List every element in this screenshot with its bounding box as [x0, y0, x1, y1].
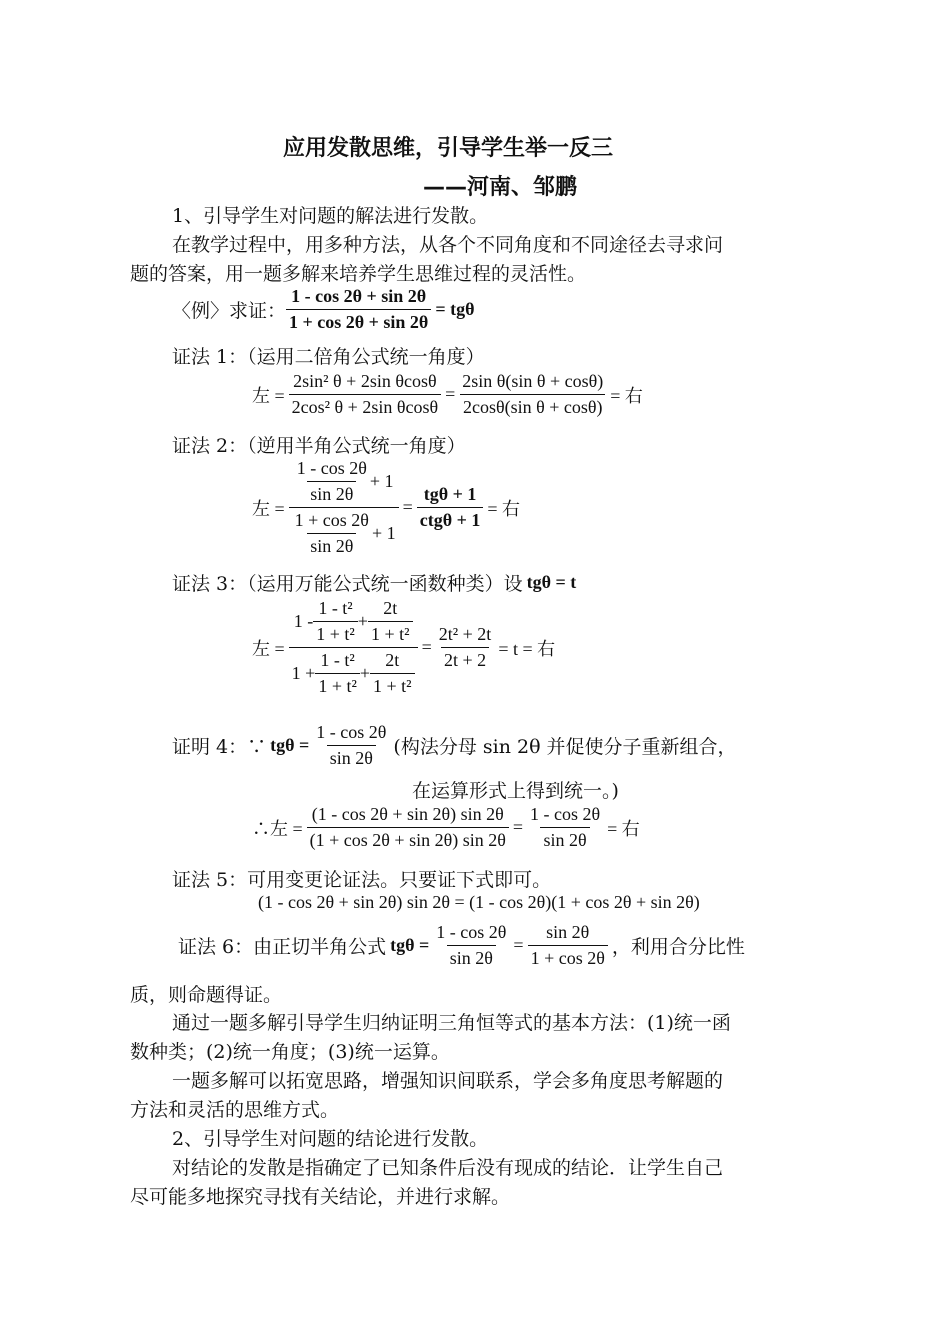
fraction [417, 484, 484, 531]
rhs-label: = t = 右 [498, 638, 556, 659]
method-2-equation: 左 = $\frac{1 - \cos 2\theta}{\sin 2\theta}$ + 1 $\frac{1 + \cos 2\theta}{\sin 2\theta}$ + 1 = $\frac{\text{tgθ + 1}}{\text{ctgθ + 1}}$ = 右 [252, 458, 521, 556]
compound-denominator [289, 507, 399, 557]
inner-fraction [294, 458, 370, 505]
section-heading-1: 1、引导学生对问题的解法进行发散。 [172, 205, 489, 227]
denominator: sin 2θ [447, 945, 496, 969]
one-minus: 1 - [293, 611, 314, 631]
fraction [433, 922, 509, 969]
method-4-conclusion: ∴左 = $\frac{(1 - \cos 2\theta + \sin 2\theta) \sin 2\theta}{(1 + \cos 2\theta + \sin 2\theta) \sin 2\theta}$ = $\frac{1 - \cos 2\theta}{\sin 2\theta}$ = 右 [252, 804, 640, 850]
method-2-label: 证法 2：（逆用半角公式统一角度） [172, 435, 466, 457]
one-plus: 1 + [291, 663, 316, 683]
denominator: sin 2θ [327, 745, 376, 769]
inner-fraction [370, 650, 415, 697]
numerator: 2t [385, 650, 400, 670]
numerator: tgθ + 1 [423, 484, 477, 504]
tg-label: tgθ = [270, 735, 310, 755]
method-3-heading [172, 569, 576, 596]
denominator: 2cos² θ + 2sin θcosθ [289, 394, 441, 418]
method-3-substitution: tgθ = t [526, 572, 577, 592]
compound-numerator [291, 458, 397, 507]
denominator: sin 2θ [307, 481, 356, 505]
paragraph-2-line-1: 一题多解可以拓宽思路，增强知识间联系，学会多角度思考解题的 [172, 1070, 724, 1092]
numerator: 2t² + 2t [438, 624, 492, 644]
paragraph-3-line-1: 对结论的发散是指确定了已知条件后没有现成的结论．让学生自己 [172, 1157, 724, 1179]
method-1-equation: 左 = $\frac{\text{2sin² θ + 2sin θcosθ}}{\text{2cos² θ + 2sin θcosθ}}$ = $\frac{\text{2sin θ(sin θ + cosθ)}}{\text{2cosθ(sin θ + cosθ)}}$ = 右 [252, 371, 643, 417]
denominator: (1 + cos 2θ + sin 2θ) sin 2θ [307, 827, 509, 851]
summary-line-2: 数种类；(2)统一角度；(3)统一运算。 [130, 1041, 450, 1063]
method-4-label: 证明 4：∵ [172, 736, 267, 758]
numerator: 1 - t² [320, 650, 355, 670]
rhs-label: = 右 [610, 385, 643, 406]
compound-denominator [289, 647, 418, 697]
denominator: sin 2θ [307, 533, 356, 557]
rhs-label: = 右 [487, 498, 521, 519]
method-4-line [172, 722, 737, 769]
paragraph-1-line-2: 题的答案，用一题多解来培养学生思维过程的灵活性。 [130, 263, 587, 285]
denominator: 1 + t² [370, 673, 415, 697]
author-line: ——河南、邹鹏 [423, 175, 578, 200]
inner-fraction [368, 598, 413, 645]
method-5-equation: (1 - cos 2θ + sin 2θ) sin 2θ = (1 - cos 2θ)(1 + cos 2θ + sin 2θ) [258, 892, 700, 912]
lhs-label: 左 = [252, 385, 285, 406]
numerator: 1 - t² [318, 598, 353, 618]
plus-sign: + [359, 663, 371, 683]
example-statement [172, 286, 479, 333]
numerator: 1 - cos 2θ [316, 722, 387, 742]
method-6-line-2: 质，则命题得证。 [130, 984, 283, 1006]
numerator: 1 - cos 2θ [529, 804, 601, 824]
numerator: sin 2θ [546, 922, 590, 942]
denominator: 2t + 2 [441, 647, 489, 671]
fraction [313, 722, 389, 769]
page-title: 应用发散思维，引导学生举一反三 [283, 136, 614, 161]
example-denominator: 1 + cos 2θ + sin 2θ [286, 309, 431, 333]
method-6-line: 证法 6：由正切半角公式 tgθ = $\frac{1 - \cos 2\theta}{\sin 2\theta}$ = $\frac{\sin 2\theta}{1 + \cos 2\theta}$ ，利用合分比性 [178, 922, 745, 968]
rhs-label: = 右 [607, 818, 640, 839]
fraction [289, 371, 441, 418]
numerator: 1 + cos 2θ [294, 510, 369, 530]
compound-fraction [289, 458, 399, 557]
paragraph-2-line-2: 方法和灵活的思维方式。 [130, 1099, 340, 1121]
inner-fraction [315, 650, 360, 697]
example-fraction [286, 286, 431, 333]
numerator: 2t [383, 598, 398, 618]
method-3-label: 证法 3：（运用万能公式统一函数种类）设 [172, 573, 523, 595]
numerator: 2sin θ(sin θ + cosθ) [462, 371, 604, 391]
tg-label: tgθ = [390, 935, 430, 955]
denominator: sin 2θ [540, 827, 589, 851]
lhs-label: 左 = [252, 498, 285, 519]
plus-sign: + [357, 611, 368, 631]
lhs-label: ∴左 = [252, 818, 303, 839]
compound-numerator [291, 598, 416, 647]
method-5-label: 证法 5：可用变更论证法。只要证下式即可。 [172, 869, 552, 891]
numerator: 1 - cos 2θ [436, 922, 507, 942]
numerator: 1 - cos 2θ [296, 458, 367, 478]
denominator: 2cosθ(sin θ + cosθ) [460, 394, 606, 418]
fraction [436, 624, 495, 671]
plus-one: + 1 [369, 471, 394, 491]
method-3-equation: 左 = 1 - $\frac{\text{1 - t²}}{\text{1 + t²}}$ + $\frac{2t}{\text{1 + t²}}$ 1 + $\frac{\text{1 - t²}}{\text{1 + t²}}$ + $\frac{2t}{\text{1 + t²}}$ = $\frac{\text{2t² + 2t}}{2t + 2}$ = t = 右 [252, 598, 556, 696]
lhs-label: 左 = [252, 638, 285, 659]
denominator: 1 + t² [315, 673, 360, 697]
fraction [527, 804, 603, 851]
section-heading-2: 2、引导学生对问题的结论进行发散。 [172, 1128, 489, 1150]
example-label: 〈例〉求证： [172, 300, 287, 322]
example-numerator: 1 - cos 2θ + sin 2θ [291, 286, 427, 306]
fraction [459, 371, 606, 418]
compound-fraction [289, 598, 418, 697]
method-4-note: (构法分母 sin 2θ 并促使分子重新组合， [393, 736, 737, 758]
denominator: ctgθ + 1 [417, 507, 484, 531]
example-rhs: = tgθ [435, 299, 475, 319]
denominator: 1 + cos 2θ [528, 945, 608, 969]
inner-fraction [292, 510, 372, 557]
paragraph-1-line-1: 在教学过程中，用多种方法，从各个不同角度和不同途径去寻求问 [172, 234, 724, 256]
method-6-label: 证法 6：由正切半角公式 [178, 936, 387, 958]
method-4-note-cont: 在运算形式上得到统一。) [412, 780, 619, 802]
summary-line-1: 通过一题多解引导学生归纳证明三角恒等式的基本方法：(1)统一函 [172, 1012, 731, 1034]
method-6-tail: ，利用合分比性 [611, 936, 745, 958]
method-1-label: 证法 1：（运用二倍角公式统一角度） [172, 346, 485, 368]
inner-fraction [313, 598, 358, 645]
denominator: 1 + t² [313, 621, 358, 645]
fraction [528, 922, 608, 969]
plus-one: + 1 [371, 523, 396, 543]
denominator: 1 + t² [368, 621, 413, 645]
numerator: 2sin² θ + 2sin θcosθ [293, 371, 437, 391]
paragraph-3-line-2: 尽可能多地探究寻找有关结论，并进行求解。 [130, 1186, 511, 1208]
fraction [307, 804, 509, 851]
numerator: (1 - cos 2θ + sin 2θ) sin 2θ [311, 804, 504, 824]
